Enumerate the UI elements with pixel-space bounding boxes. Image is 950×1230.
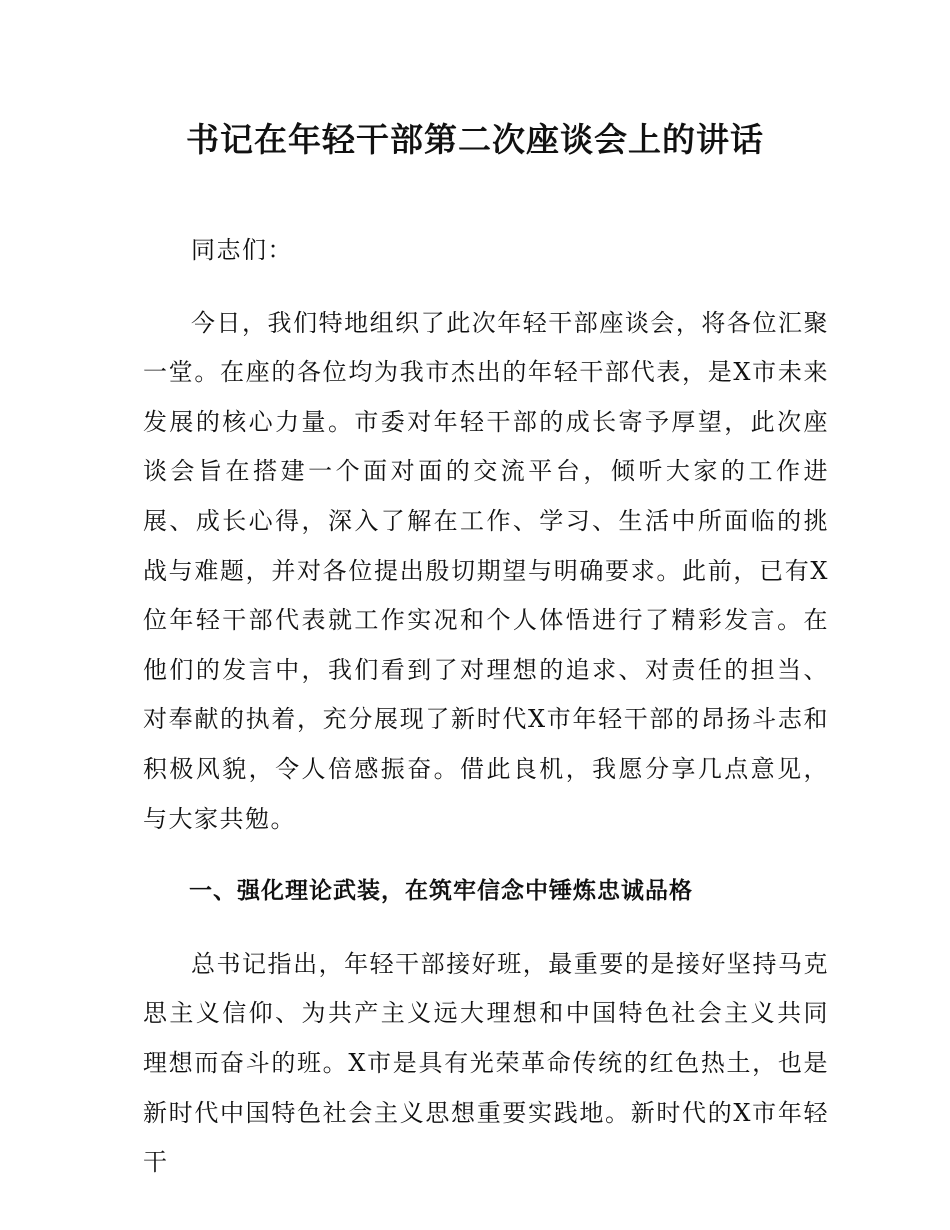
document-body	[143, 226, 829, 1211]
salutation: 同志们：	[191, 236, 293, 264]
paragraph-intro: 今日，我们特地组织了此次年轻干部座谈会，将各位汇聚一堂。在座的各位均为我市杰出的年轻干部代表，是X市未来发展的核心力量。市委对年轻干部的成长寄予厚望，此次座谈会旨在搭建一个面对面的交流平台，倾听大家的工作进展、成长心得，深入了解在工作、学习、生活中所面临的挑战与难题，并对各位提出殷切期望与明确要求。此前，已有X位年轻干部代表就工作实况和个人体悟进行了精彩发言。在他们的发言中，我们看到了对理想的追求、对责任的担当、对奉献的执着，充分展现了新时代X市年轻干部的昂扬斗志和积极风貌，令人倍感振奋。借此良机，我愿分享几点意见，与大家共勉。	[143, 308, 829, 833]
document-title: 书记在年轻干部第二次座谈会上的讲话	[186, 120, 764, 159]
section-heading: 一、强化理论武装，在筑牢信念中锤炼忠诚品格	[189, 878, 693, 905]
paragraph-section-1: 总书记指出，年轻干部接好班，最重要的是接好坚持马克思主义信仰、为共产主义远大理想和中国特色社会主义共同理想而奋斗的班。X市是具有光荣革命传统的红色热土，也是新时代中国特色社会主义思想重要实践地。新时代的X市年轻干	[143, 949, 829, 1177]
